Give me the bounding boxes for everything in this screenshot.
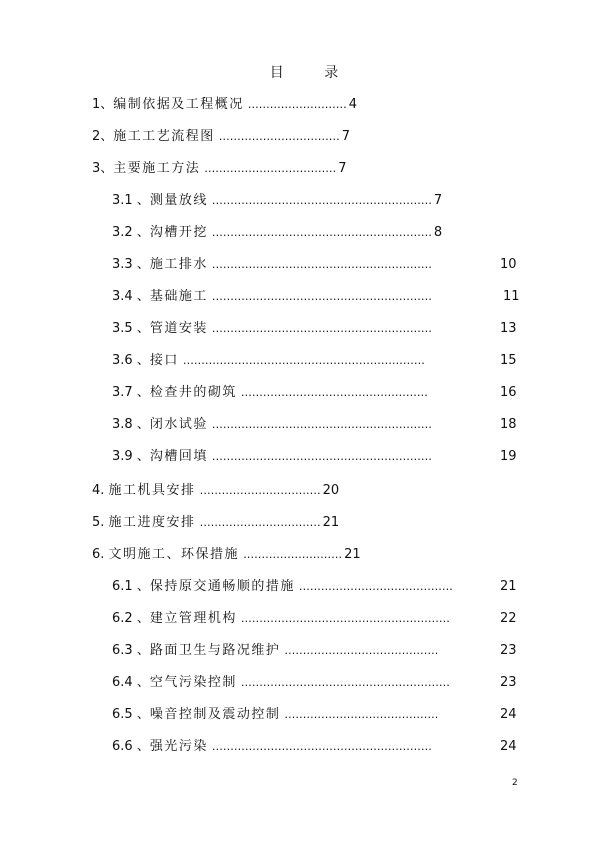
toc-entry-6-4[interactable] — [112, 674, 450, 692]
toc-entry-label: 建立管理机构 — [149, 611, 237, 626]
toc-entry-number: 3、 — [92, 161, 114, 176]
toc-entry-3-6[interactable] — [112, 352, 425, 370]
toc-entry-page: 24 — [500, 739, 517, 754]
toc-entry-3[interactable] — [92, 160, 347, 178]
toc-entry-label: 空气污染控制 — [149, 675, 237, 690]
toc-leader-dots: …………………………………… — [284, 708, 439, 721]
toc-leader-dots: …………………………… — [218, 130, 340, 143]
toc-leader-dots: ……………………… — [243, 548, 343, 561]
toc-entry-label: 沟槽开挖 — [149, 225, 208, 240]
toc-entry-3-5[interactable] — [112, 320, 432, 338]
toc-leader-dots: …………………………………………… — [240, 386, 428, 399]
toc-entry-number: 5. — [92, 515, 105, 530]
toc-entry-label: 沟槽回填 — [149, 449, 208, 464]
toc-leader-dots: …………………………………………………… — [211, 194, 432, 207]
toc-entry-3-8[interactable] — [112, 416, 432, 434]
toc-entry-page: 24 — [500, 707, 517, 722]
toc-entry-number: 6.3 、 — [112, 643, 150, 658]
toc-entry-label: 施工排水 — [149, 257, 208, 272]
page-number: 2 — [512, 778, 518, 788]
toc-entry-label: 管道安装 — [149, 321, 208, 336]
toc-leader-dots: ………………………………………………… — [240, 612, 450, 625]
toc-leader-dots: …………………………………………………… — [211, 450, 432, 463]
toc-entry-page: 8 — [433, 225, 443, 240]
toc-entry-number: 3.6 、 — [112, 353, 150, 368]
toc-entry-page: 21 — [322, 515, 340, 530]
toc-entry-label: 施工机具安排 — [108, 483, 196, 498]
toc-entry-number: 2、 — [92, 129, 114, 144]
toc-entry-page: 22 — [500, 611, 517, 626]
toc-leader-dots: …………………………… — [199, 516, 321, 529]
toc-leader-dots: …………………………………………………… — [211, 740, 432, 753]
toc-entry-3-2[interactable] — [112, 224, 442, 242]
toc-entry-3-9[interactable] — [112, 448, 432, 466]
toc-entry-label: 强光污染 — [149, 739, 208, 754]
toc-entry-3-4[interactable] — [112, 288, 432, 306]
toc-entry-number: 6.2 、 — [112, 611, 150, 626]
toc-entry-3-3[interactable] — [112, 256, 432, 274]
toc-entry-6-1[interactable] — [112, 578, 453, 596]
toc-entry-page: 21 — [500, 579, 517, 594]
toc-entry-number: 3.2 、 — [112, 225, 150, 240]
toc-entry-page: 21 — [344, 547, 361, 562]
toc-entry-label: 基础施工 — [149, 289, 208, 304]
toc-entry-number: 3.9 、 — [112, 449, 150, 464]
toc-entry-6-2[interactable] — [112, 610, 450, 628]
toc-leader-dots: ……………………… — [247, 98, 347, 111]
toc-entry-page: 20 — [322, 483, 340, 498]
toc-entry-page: 15 — [500, 353, 517, 368]
toc-leader-dots: ………………………………………………………… — [182, 354, 425, 367]
toc-leader-dots: …………………………………………………… — [211, 418, 432, 431]
toc-leader-dots: …………………………………………………… — [211, 322, 432, 335]
toc-entry-3-7[interactable] — [112, 384, 428, 402]
toc-entry-page: 18 — [500, 417, 517, 432]
toc-entry-6-3[interactable] — [112, 642, 438, 660]
toc-leader-dots: …………………………………… — [284, 644, 439, 657]
toc-leader-dots: …………………………………………………… — [211, 290, 432, 303]
toc-leader-dots: …………………………………………………… — [211, 226, 432, 239]
toc-entry-3-1[interactable] — [112, 192, 442, 210]
toc-entry-number: 1、 — [92, 97, 114, 112]
toc-entry-number: 6.4 、 — [112, 675, 150, 690]
toc-leader-dots: ………………………………………………… — [240, 676, 450, 689]
toc-entry-label: 保持原交通畅顺的措施 — [149, 579, 295, 594]
toc-leader-dots: ……………………………… — [204, 162, 337, 175]
toc-entry-label: 路面卫生与路况维护 — [149, 643, 281, 658]
toc-entry-number: 3.7 、 — [112, 385, 150, 400]
toc-entry-label: 施工工艺流程图 — [113, 129, 215, 144]
toc-entry-6-5[interactable] — [112, 706, 438, 724]
toc-entry-page: 7 — [338, 161, 347, 176]
toc-entry-5[interactable] — [92, 514, 339, 532]
toc-entry-label: 文明施工、环保措施 — [108, 547, 240, 562]
toc-entry-page: 7 — [341, 129, 351, 144]
toc-entry-2[interactable] — [92, 128, 350, 146]
toc-entry-page: 7 — [433, 193, 443, 208]
toc-entry-label: 施工进度安排 — [108, 515, 196, 530]
toc-entry-page: 13 — [500, 321, 517, 336]
toc-entry-4[interactable] — [92, 482, 339, 500]
toc-entry-6[interactable] — [92, 546, 361, 564]
toc-entry-6-6[interactable] — [112, 738, 432, 756]
toc-entry-number: 4. — [92, 483, 105, 498]
toc-entry-number: 3.8 、 — [112, 417, 150, 432]
toc-entry-page: 23 — [500, 675, 517, 690]
toc-entry-label: 噪音控制及震动控制 — [149, 707, 281, 722]
toc-entry-number: 3.5 、 — [112, 321, 150, 336]
toc-entry-label: 编制依据及工程概况 — [113, 97, 244, 112]
toc-title: 目 录 — [269, 65, 357, 81]
toc-entry-page: 23 — [500, 643, 517, 658]
toc-entry-1[interactable] — [92, 96, 357, 114]
toc-leader-dots: …………………………… — [199, 484, 321, 497]
toc-entry-number: 6.6 、 — [112, 739, 150, 754]
toc-entry-page: 10 — [500, 257, 517, 272]
toc-entry-page: 11 — [503, 289, 520, 304]
toc-entry-number: 3.1 、 — [112, 193, 150, 208]
toc-leader-dots: …………………………………………………… — [211, 258, 432, 271]
toc-entry-number: 3.3 、 — [112, 257, 150, 272]
toc-entry-number: 6.5 、 — [112, 707, 150, 722]
toc-entry-label: 检查井的砌筑 — [149, 385, 237, 400]
toc-entry-number: 6.1 、 — [112, 579, 150, 594]
toc-entry-page: 19 — [500, 449, 517, 464]
toc-entry-label: 接口 — [149, 353, 179, 368]
toc-entry-number: 3.4 、 — [112, 289, 150, 304]
toc-entry-number: 6. — [92, 547, 105, 562]
toc-entry-page: 16 — [500, 385, 517, 400]
toc-entry-page: 4 — [348, 97, 358, 112]
toc-leader-dots: …………………………………… — [298, 580, 453, 593]
toc-entry-label: 测量放线 — [149, 193, 208, 208]
toc-entry-label: 闭水试验 — [149, 417, 208, 432]
toc-entry-label: 主要施工方法 — [113, 161, 201, 176]
